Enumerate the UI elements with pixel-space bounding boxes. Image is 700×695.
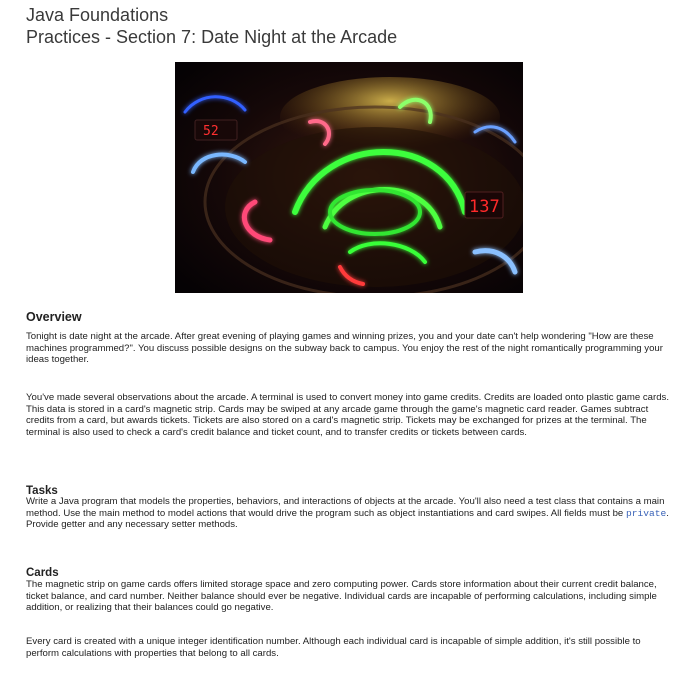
practice-title: Practices - Section 7: Date Night at the Arcade	[26, 27, 398, 47]
overview-heading: Overview	[26, 310, 82, 324]
tasks-heading: Tasks	[26, 485, 58, 497]
overview-paragraph-1: Tonight is date night at the arcade. After great evening of playing games and winning prizes, you and your date can't help wondering "How are these machines programmed?". You discuss possible designs on the subway back to campus. You enjoy the rest of the night romantically programming your ideas together.	[26, 331, 663, 366]
document-header	[26, 4, 397, 48]
arcade-neon-illustration	[175, 62, 523, 293]
private-keyword: private	[625, 507, 667, 519]
tasks-text-after: . Provide getter and any necessary setter methods.	[26, 507, 669, 531]
cards-paragraph-2: Every card is created with a unique integer identification number. Although each individual card is incapable of simple addition, it's still possible to perform calculations with properties that belong to all cards.	[26, 636, 641, 659]
arcade-photo	[175, 62, 523, 293]
tasks-paragraph	[26, 496, 676, 531]
left-score-display: 52	[203, 124, 219, 139]
cards-paragraph-1: The magnetic strip on game cards offers limited storage space and zero computing power. Cards store information about their current credit balance, ticket balance, and card number. Neither balance should ever be negative. Individual cards are incapable of performing calculations, including simple addition, or realizing that their balances could go negative.	[26, 579, 657, 614]
right-score-display: 137	[469, 197, 500, 217]
overview-paragraph-2: You've made several observations about the arcade. A terminal is used to convert money into game credits. Credits are loaded onto plastic game cards. This data is stored in a card's magnetic strip. Cards may be swiped at any arcade game through the game's magnetic card reader. Games subtract credits from a card, but awards tickets. Tickets are also stored on a card's magnetic strip. Tickets may be exchanged for prizes at the terminal. The terminal is also used to check a card's credit balance and ticket count, and to transfer credits or tickets between cards.	[26, 392, 670, 438]
course-title: Java Foundations	[26, 5, 169, 25]
tasks-text-before: Write a Java program that models the properties, behaviors, and interactions of objects at the arcade. You'll also need a test class that contains a main method. Use the main method to model actions that would drive the program such as object instantiations and card swipes. All fields must be	[26, 496, 665, 519]
cards-heading: Cards	[26, 567, 59, 579]
